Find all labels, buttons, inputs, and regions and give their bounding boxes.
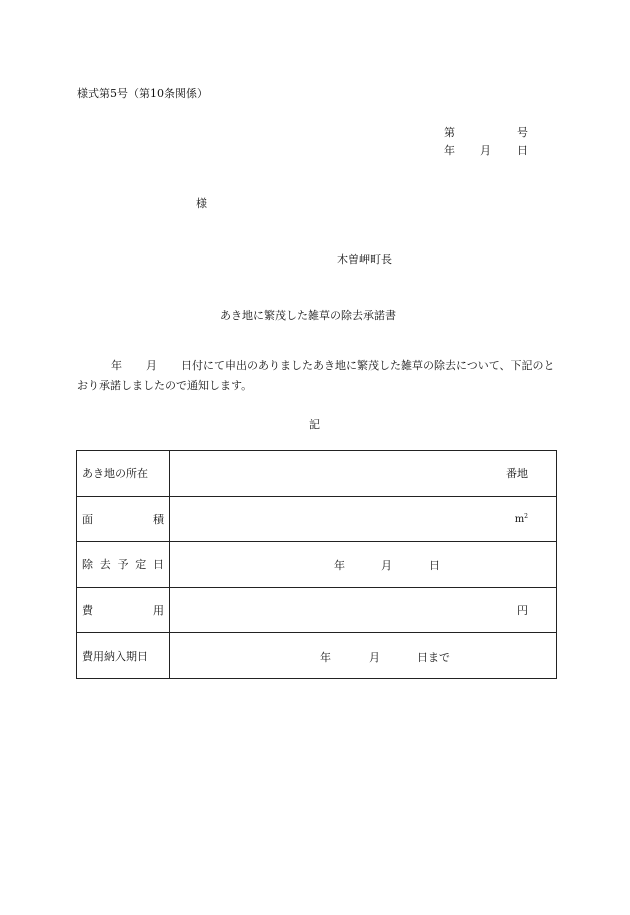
row-label (77, 633, 170, 679)
removal-date-year: 年 (334, 559, 345, 573)
ki-heading: 記 (309, 418, 320, 431)
cost-label-char: 用 (153, 604, 164, 618)
removal-date-day: 日 (429, 559, 440, 573)
table-row (77, 451, 557, 497)
row-label (77, 587, 170, 633)
table-row (77, 496, 557, 542)
table-row (77, 587, 557, 633)
removal-date-label-char: 予 (117, 558, 129, 572)
table-row (77, 633, 557, 679)
cost-label-char: 費 (82, 604, 93, 618)
form-number: 様式第5号（第10条関係） (77, 87, 208, 100)
cost-unit: 円 (517, 604, 528, 618)
body-paragraph (77, 356, 557, 396)
removal-date-label-char: 除 (82, 558, 93, 572)
doc-no-prefix: 第 (444, 126, 455, 139)
removal-date-month: 月 (381, 559, 392, 573)
area-value-cell (170, 496, 557, 542)
area-label-char: 面 (82, 512, 93, 526)
doc-no-suffix: 号 (517, 126, 528, 139)
body-year: 年 (111, 359, 122, 372)
area-label-char: 積 (153, 512, 164, 526)
issue-date-day: 日 (517, 144, 528, 157)
removal-date-label-char: 去 (99, 558, 111, 572)
detail-table (76, 450, 557, 679)
row-label (77, 451, 170, 497)
addressee-honorific: 様 (196, 197, 207, 210)
body-month: 月 (146, 359, 157, 372)
removal-date-value-cell (170, 542, 557, 588)
body-rest: 日付にて申出のありましたあき地に繁茂した雑草の除去について、下記のとおり承諾しましたので通知します。 (77, 359, 555, 392)
issue-date-year: 年 (444, 144, 455, 157)
removal-date-label-char: 定 (135, 558, 147, 572)
location-unit: 番地 (506, 467, 528, 481)
payment-deadline-year: 年 (320, 650, 331, 664)
location-label: あき地の所在 (82, 467, 148, 481)
document-title: あき地に繁茂した雑草の除去承諾書 (220, 309, 396, 322)
cost-value-cell (170, 587, 557, 633)
payment-deadline-label: 費用納入期日 (82, 649, 148, 663)
payment-deadline-month: 月 (369, 650, 380, 664)
area-unit: $m^2$ (514, 512, 528, 526)
row-label (77, 542, 170, 588)
row-label (77, 496, 170, 542)
issue-date-month: 月 (480, 144, 491, 157)
payment-deadline-day: 日まで (417, 650, 450, 664)
removal-date-label-char: 日 (153, 558, 164, 572)
table-row (77, 542, 557, 588)
location-value-cell (170, 451, 557, 497)
sender-name: 木曽岬町長 (337, 253, 392, 266)
payment-deadline-value-cell (170, 633, 557, 679)
